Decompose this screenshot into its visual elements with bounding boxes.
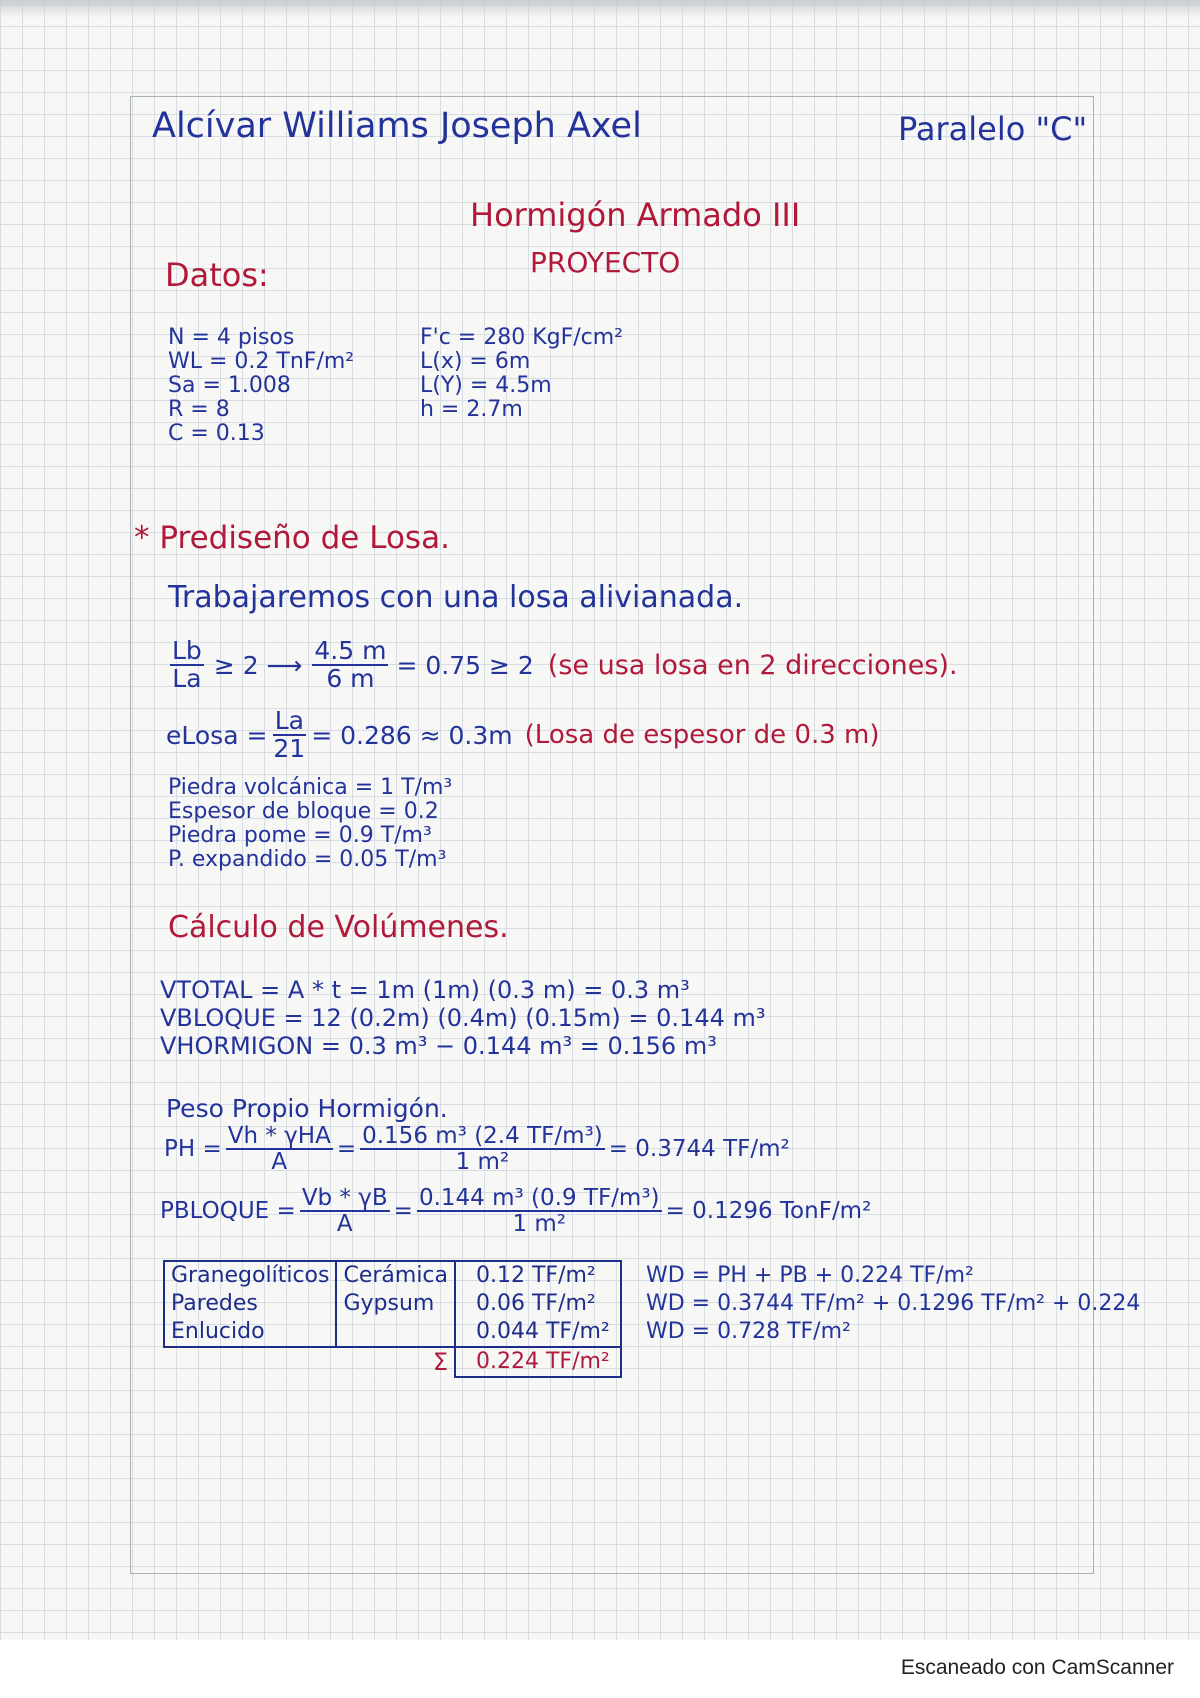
sigma-symbol: Σ: [432, 1348, 449, 1376]
ratio-note: (se usa losa en 2 direcciones).: [547, 649, 958, 681]
datos-heading: Datos:: [165, 256, 269, 294]
dato-c: C = 0.13: [168, 421, 265, 446]
table-cell: Granegolíticos: [164, 1261, 336, 1290]
dato-ly: L(Y) = 4.5m: [420, 373, 552, 398]
pb-den-values: 1 m²: [512, 1211, 567, 1238]
ph-fraction: [226, 1124, 333, 1174]
table-cell: [164, 1347, 336, 1377]
course-title: Hormigón Armado III: [470, 196, 801, 234]
material-piedra-volcanica: Piedra volcánica = 1 T/m³: [168, 775, 453, 800]
v-hormigon: VHORMIGON = 0.3 m³ − 0.144 m³ = 0.156 m³: [160, 1032, 717, 1060]
material-espesor-bloque: Espesor de bloque = 0.2: [168, 799, 439, 824]
ratio-operator: ≥ 2 ⟶: [213, 650, 303, 680]
volumenes-heading: Cálculo de Volúmenes.: [168, 910, 509, 945]
table-row: [164, 1318, 621, 1347]
table-cell: Cerámica: [336, 1261, 455, 1290]
prediseno-heading: * Prediseño de Losa.: [134, 520, 450, 556]
ratio-lhs-den: La: [172, 664, 202, 694]
wd-formula: WD = PH + PB + 0.224 TF/m²: [646, 1263, 974, 1288]
pb-equation: [160, 1186, 871, 1236]
ph-den-values: 1 m²: [455, 1149, 510, 1176]
ratio-den: 6 m: [326, 664, 375, 694]
ph-den: A: [271, 1149, 288, 1176]
ph-num-values: 0.156 m³ (2.4 TF/m³): [362, 1123, 603, 1149]
espesor-fraction: [271, 708, 307, 763]
pb-lhs: PBLOQUE =: [160, 1198, 296, 1225]
ratio-num: 4.5 m: [314, 636, 387, 665]
student-name: Alcívar Williams Joseph Axel: [152, 106, 642, 146]
pb-result: = 0.1296 TonF/m²: [665, 1198, 872, 1225]
ph-result: = 0.3744 TF/m²: [608, 1136, 790, 1163]
ratio-lhs-num: Lb: [172, 636, 202, 665]
scan-shadow: [0, 0, 1200, 18]
wd-substitution: WD = 0.3744 TF/m² + 0.1296 TF/m² + 0.224: [646, 1291, 1141, 1316]
table-cell: Gypsum: [336, 1290, 455, 1318]
ph-fraction-values: [360, 1124, 605, 1174]
table-cell: [336, 1318, 455, 1347]
pb-num-values: 0.144 m³ (0.9 TF/m³): [418, 1185, 660, 1211]
dato-sa: Sa = 1.008: [168, 373, 291, 398]
dato-h: h = 2.7m: [420, 397, 523, 422]
v-bloque: VBLOQUE = 12 (0.2m) (0.4m) (0.15m) = 0.144 m³: [160, 1004, 766, 1032]
datos-left-list: [168, 326, 354, 446]
table-cell: Enlucido: [164, 1318, 336, 1347]
table-cell: 0.12 TF/m²: [455, 1261, 621, 1290]
pb-fraction: [300, 1186, 390, 1236]
table-cell: Paredes: [164, 1290, 336, 1318]
table-cell: 0.044 TF/m²: [455, 1318, 621, 1347]
dato-lx: L(x) = 6m: [420, 349, 531, 374]
project-subtitle: PROYECTO: [530, 246, 681, 279]
ratio-fraction: [312, 638, 388, 693]
carga-muerta-list: [646, 1262, 1140, 1346]
ratio-equation: [166, 638, 958, 693]
table-row: [164, 1347, 621, 1377]
espesor-note: (Losa de espesor de 0.3 m): [524, 720, 880, 751]
ph-lhs: PH =: [164, 1136, 222, 1163]
table-cell: 0.06 TF/m²: [455, 1290, 621, 1318]
table-row: [164, 1261, 621, 1290]
dato-wl: WL = 0.2 TnF/m²: [168, 349, 355, 374]
pb-den: A: [336, 1211, 353, 1238]
total-cargas: 0.224 TF/m²: [455, 1347, 621, 1377]
espesor-den: 21: [273, 734, 306, 764]
espesor-num: La: [274, 706, 304, 735]
dato-n: N = 4 pisos: [168, 325, 295, 350]
espesor-result: = 0.286 ≈ 0.3m: [311, 720, 513, 750]
ph-equals: =: [336, 1136, 357, 1163]
espesor-lhs: eLosa =: [166, 720, 268, 750]
scanner-footer: [0, 1640, 1200, 1698]
pb-num: Vb * γB: [301, 1185, 388, 1211]
datos-right-list: [420, 326, 623, 422]
ph-num: Vh * γHA: [227, 1123, 331, 1149]
espesor-equation: [166, 708, 880, 763]
ratio-lhs-fraction: [170, 638, 204, 693]
peso-propio-heading: Peso Propio Hormigón.: [166, 1094, 448, 1123]
v-total: VTOTAL = A * t = 1m (1m) (0.3 m) = 0.3 m³: [160, 976, 690, 1004]
ratio-result: = 0.75 ≥ 2: [396, 650, 534, 680]
volumenes-list: [160, 976, 766, 1060]
dato-fc: F'c = 280 KgF/cm²: [420, 325, 624, 350]
material-p-expandido: P. expandido = 0.05 T/m³: [168, 847, 447, 872]
ph-equation: [164, 1124, 790, 1174]
wd-result: WD = 0.728 TF/m²: [646, 1319, 851, 1344]
dato-r: R = 8: [168, 397, 230, 422]
pb-equals: =: [393, 1198, 413, 1225]
paralelo-label: Paralelo "C": [898, 110, 1088, 148]
scanner-watermark: Escaneado con CamScanner: [900, 1656, 1174, 1679]
materiales-list: [168, 776, 452, 872]
table-row: [164, 1290, 621, 1318]
material-piedra-pome: Piedra pome = 0.9 T/m³: [168, 823, 432, 848]
pb-fraction-values: [417, 1186, 662, 1236]
prediseno-intro: Trabajaremos con una losa alivianada.: [168, 580, 744, 615]
cargas-table: [163, 1260, 622, 1378]
